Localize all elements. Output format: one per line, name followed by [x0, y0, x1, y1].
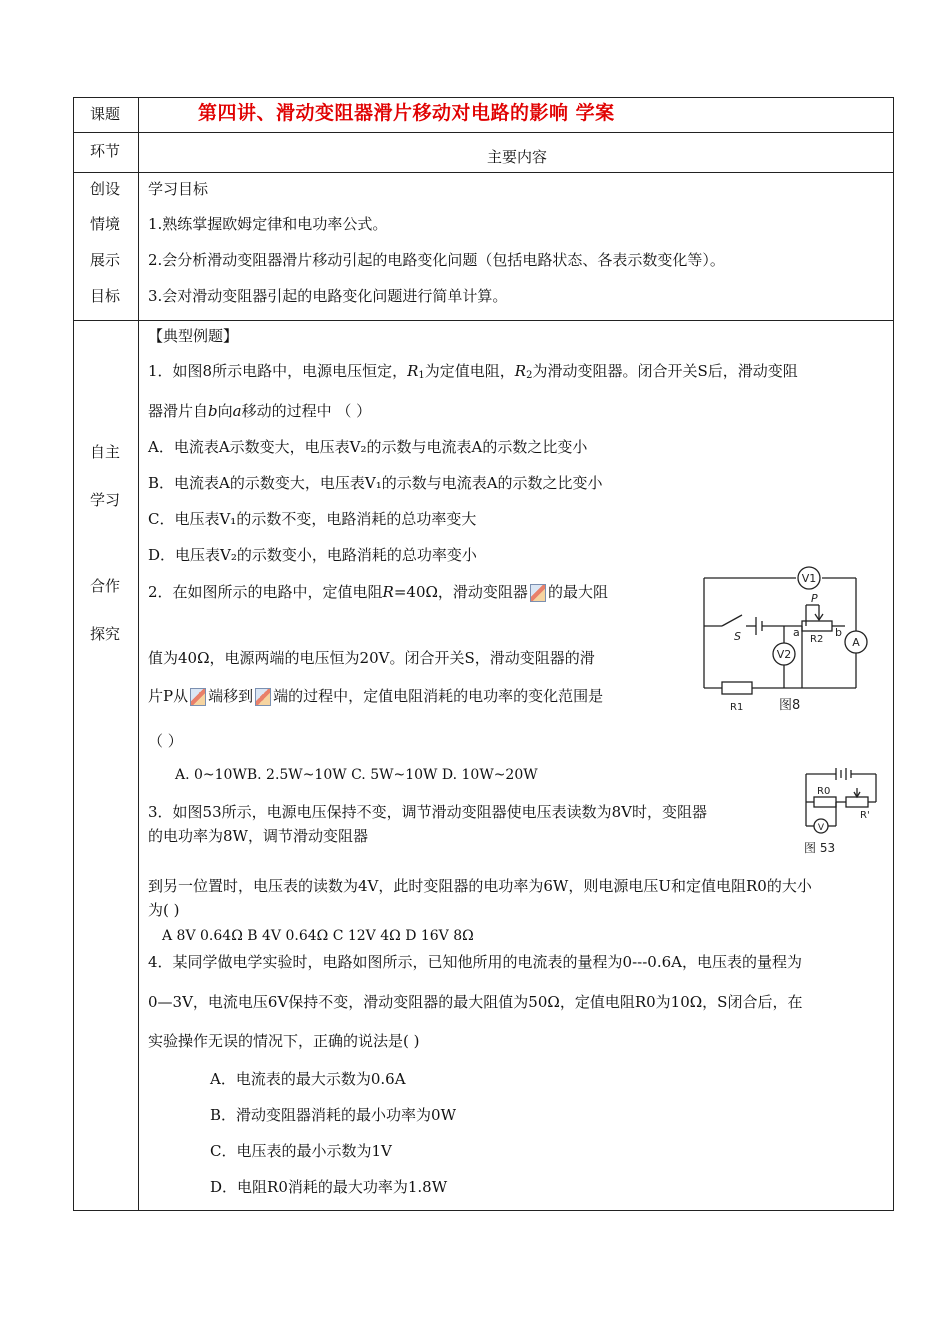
fig8-a-terminal: a — [793, 626, 800, 639]
label-topic: 课题 — [89, 105, 120, 123]
fig8-s-label: S — [734, 630, 741, 643]
goals-side-3: 展示 — [89, 251, 120, 269]
section-heading: 主要内容 — [487, 148, 548, 166]
examples-heading: 【典型例题】 — [148, 327, 239, 345]
fig8-r1-label: R1 — [730, 702, 744, 713]
figure-8-circuit — [694, 565, 884, 725]
q1-line1: 1．如图8所示电路中，电源电压恒定，$R_1$为定值电阻，$R_2$为滑动变阻器。闭合开关S后，滑动变阻 — [148, 362, 798, 381]
fig53-caption: 图 53 — [804, 841, 836, 855]
fig53-rprime-label: R' — [860, 810, 870, 821]
study-side-2: 学习 — [89, 491, 120, 509]
study-side-1: 自主 — [89, 443, 120, 461]
q2-line3: 片P从 端移到 端的过程中，定值电阻消耗的电功率的变化范围是 — [148, 687, 604, 705]
fig8-v2-label: V2 — [776, 648, 792, 661]
fig8-v1-label: V1 — [801, 572, 817, 585]
table-divider — [73, 132, 894, 133]
q1-option-c: C．电压表V₁的示数不变，电路消耗的总功率变大 — [148, 510, 477, 528]
q1-line2: 器滑片自b向a移动的过程中 （ ） — [148, 402, 372, 420]
q2-line2: 值为40Ω，电源两端的电压恒为20V。闭合开关S，滑动变阻器的滑 — [148, 649, 595, 667]
q4-line1: 4．某同学做电学实验时，电路如图所示，已知他所用的电流表的量程为0---0.6A，电压表的量程为 — [148, 953, 802, 971]
fig8-r2-label: R2 — [810, 634, 824, 645]
goals-side-2: 情境 — [89, 215, 120, 233]
fig8-p-label: P — [811, 592, 818, 605]
page-title: 第四讲、滑动变阻器滑片移动对电路的影响 学案 — [198, 102, 615, 124]
table-divider — [73, 172, 894, 173]
goals-heading: 学习目标 — [148, 180, 209, 198]
study-side-3: 合作 — [89, 577, 120, 595]
study-side-4: 探究 — [89, 625, 120, 643]
q2-line1: 2．在如图所示的电路中，定值电阻R=40Ω，滑动变阻器 的最大阻 — [148, 583, 608, 601]
q3-line2: 的电功率为8W，调节滑动变阻器 — [148, 827, 368, 845]
q4-option-d: D．电阻R0消耗的最大功率为1.8W — [210, 1178, 448, 1196]
q3-line4: 为( ) — [148, 901, 180, 919]
q4-line3: 实验操作无误的情况下，正确的说法是( ) — [148, 1032, 420, 1050]
goals-side-1: 创设 — [89, 180, 120, 198]
q4-line2: 0—3V，电流电压6V保持不变，滑动变阻器的最大阻值为50Ω，定值电阻R0为10Ω，S闭合后，在 — [148, 993, 803, 1011]
broken-image-icon — [255, 688, 271, 706]
q3-line1: 3．如图53所示，电源电压保持不变，调节滑动变阻器使电压表读数为8V时，变阻器 — [148, 803, 708, 821]
goal-item: 1.熟练掌握欧姆定律和电功率公式。 — [148, 215, 388, 233]
table-border-bottom — [73, 1210, 894, 1211]
table-border-right — [893, 97, 894, 1211]
q4-option-a: A．电流表的最大示数为0.6A — [210, 1070, 406, 1088]
q1-option-b: B．电流表A的示数变大，电压表V₁的示数与电流表A的示数之比变小 — [148, 474, 603, 492]
q4-option-b: B．滑动变阻器消耗的最小功率为0W — [210, 1106, 456, 1124]
fig8-b-terminal: b — [835, 626, 842, 639]
q2-options: A. 0~10WB. 2.5W~10W C. 5W~10W D. 10W~20W — [175, 767, 538, 783]
q3-options: A 8V 0.64Ω B 4V 0.64Ω C 12V 4Ω D 16V 8Ω — [162, 928, 474, 944]
fig8-caption: 图8 — [779, 698, 801, 713]
goal-item: 3.会对滑动变阻器引起的电路变化问题进行简单计算。 — [148, 287, 508, 305]
table-divider — [73, 320, 894, 321]
q1-option-d: D．电压表V₂的示数变小，电路消耗的总功率变小 — [148, 546, 477, 564]
q1-option-a: A．电流表A示数变大，电压表V₂的示数与电流表A的示数之比变小 — [148, 438, 588, 456]
q2-answer-blank: （ ） — [148, 732, 183, 750]
q3-line3: 到另一位置时，电压表的读数为4V，此时变阻器的电功率为6W，则电源电压U和定值电阻R0的大小 — [148, 877, 812, 895]
goal-item: 2.会分析滑动变阻器滑片移动引起的电路变化问题（包括电路状态、各表示数变化等）。 — [148, 251, 725, 269]
table-column-divider — [138, 97, 139, 1211]
fig8-a-label: A — [852, 636, 860, 649]
q4-option-c: C．电压表的最小示数为1V — [210, 1142, 392, 1160]
figure-53-circuit — [800, 766, 882, 858]
fig53-v-label: V — [817, 823, 825, 833]
fig53-r0-label: R0 — [817, 786, 831, 797]
table-border-top — [73, 97, 894, 98]
goals-side-4: 目标 — [89, 287, 120, 305]
broken-image-icon — [190, 688, 206, 706]
broken-image-icon — [530, 584, 546, 602]
label-section: 环节 — [89, 142, 120, 160]
